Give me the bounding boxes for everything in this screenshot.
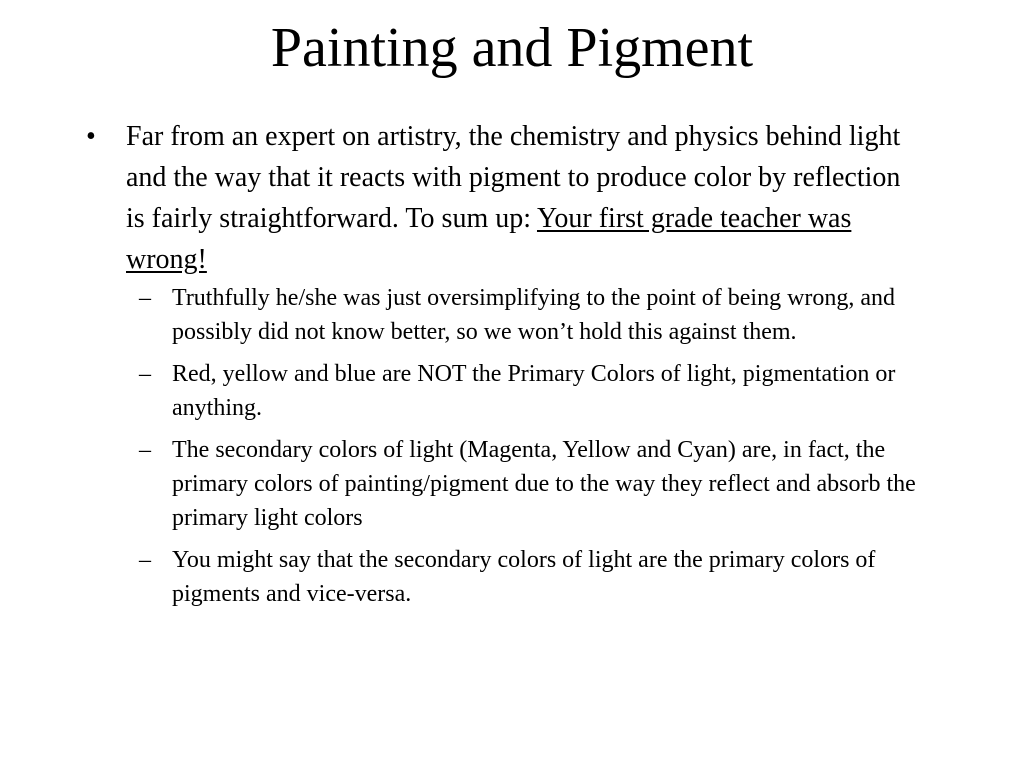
sub-bullet-marker: –: [139, 437, 151, 463]
main-bullet-emphasis: Your first grade teacher was wrong!: [126, 203, 852, 275]
sub-bullet-text: You might say that the secondary colors of light are the primary colors of pigments and vice-versa.: [172, 547, 876, 607]
main-bullet-text: Far from an expert on artistry, the chemistry and physics behind light and the way that it reacts with pigment to produce color by reflection is fairly straightforward. To sum up:: [126, 121, 901, 234]
sub-bullet-text: Truthfully he/she was just oversimplifying to the point of being wrong, and possibly did not know better, so we won’t hold this against them.: [172, 285, 896, 345]
sub-bullet-marker: –: [139, 361, 151, 387]
sub-bullet-text: Red, yellow and blue are NOT the Primary Colors of light, pigmentation or anything.: [172, 361, 896, 421]
main-bullet-text-block: [126, 116, 926, 280]
sub-bullet: [139, 281, 939, 349]
sub-bullet-text: The secondary colors of light (Magenta, Yellow and Cyan) are, in fact, the primary colors of painting/pigment due to the way they reflect and absorb the primary light colors: [172, 437, 916, 531]
sub-bullet: [139, 543, 939, 611]
sub-bullet-list: [139, 281, 939, 619]
slide-title: Painting and Pigment: [270, 17, 754, 79]
sub-bullet: [139, 433, 939, 535]
bullet-marker: •: [86, 121, 96, 152]
main-bullet: [86, 116, 926, 280]
sub-bullet-marker: –: [139, 547, 151, 573]
sub-bullet-marker: –: [139, 285, 151, 311]
sub-bullet: [139, 357, 939, 425]
